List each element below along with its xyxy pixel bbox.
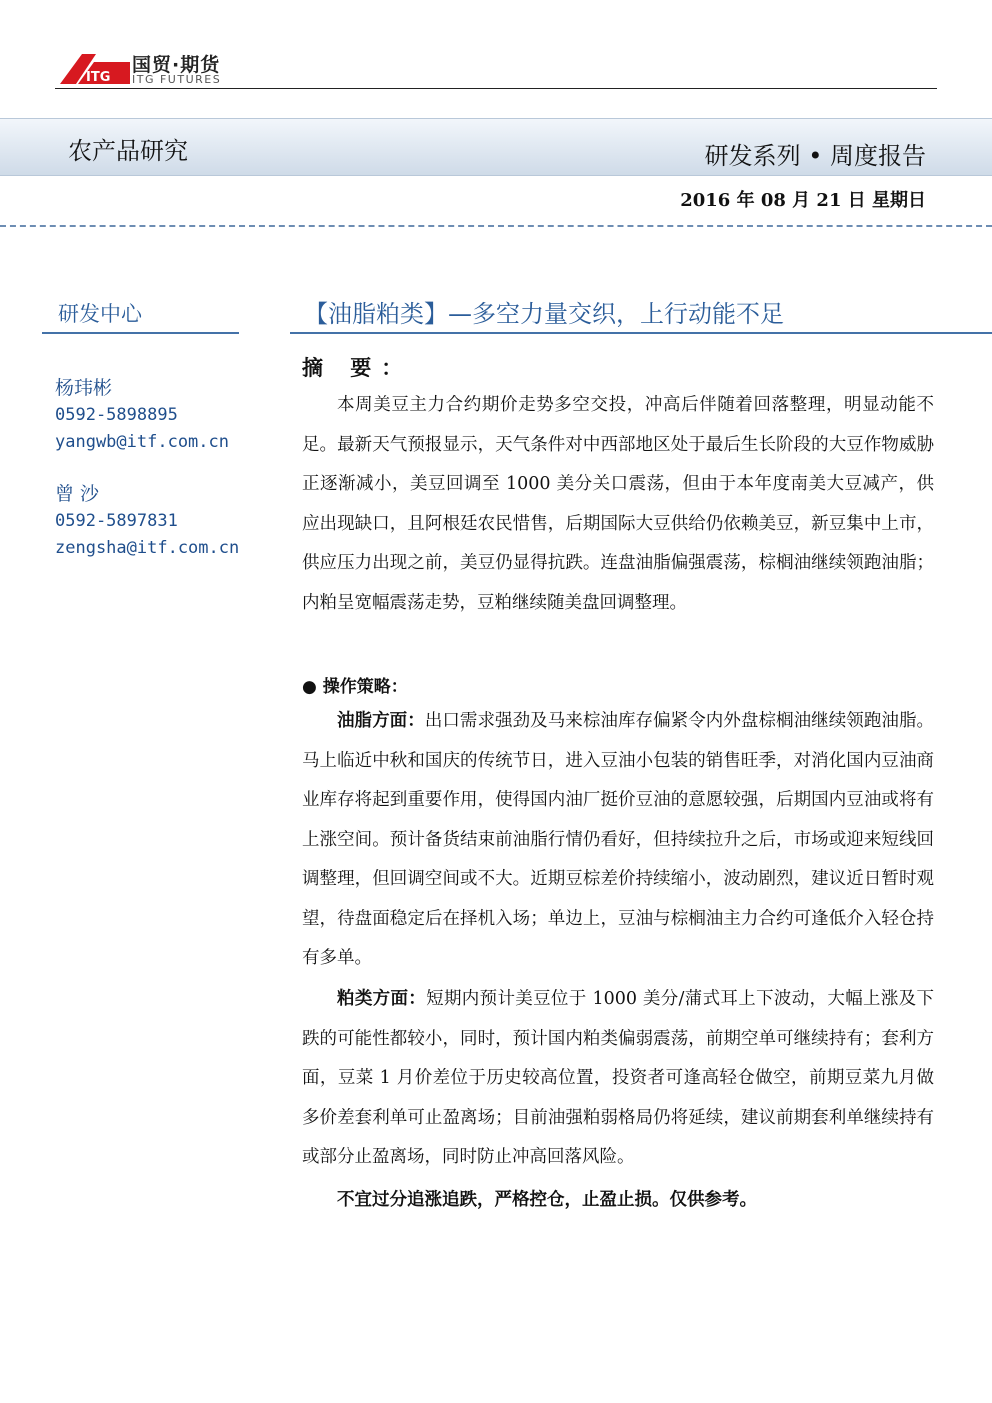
meal-paragraph <box>302 980 934 1178</box>
oil-paragraph <box>302 702 934 979</box>
header-rule <box>55 88 937 89</box>
svg-text:ITG: ITG <box>86 70 111 85</box>
logo-text-cn: 国贸·期货 <box>132 54 221 76</box>
dashed-divider <box>0 225 992 227</box>
contact-phone: 0592-5898895 <box>55 405 178 425</box>
contact-email[interactable]: zengsha@itf.com.cn <box>55 538 240 558</box>
strategy-label: ● 操作策略： <box>302 677 408 697</box>
contact-name: 杨玮彬 <box>55 377 113 399</box>
meal-text: 短期内预计美豆位于 1000 美分/蒲式耳上下波动，大幅上涨及下跌的可能性都较小，同时，预计国内粕类偏弱震荡，前期空单可继续持有；套利方面，豆菜 1 月价差位于历史较高位置，投资者可逢高轻仓做空，前期豆菜九月做多价差套利单可止盈离场；目前油强粕弱格局仍将延续，建议前期套利单继续持有或部分止盈离场，同时防止冲高回落风险。 <box>302 989 935 1167</box>
contact-card <box>55 375 275 456</box>
oil-label: 油脂方面： <box>337 711 425 731</box>
contact-phone: 0592-5897831 <box>55 511 178 531</box>
contact-name: 曾 沙 <box>55 483 100 505</box>
title-rule <box>290 332 992 334</box>
sidebar-rule <box>42 332 239 334</box>
meal-label: 粕类方面： <box>337 989 427 1009</box>
logo-text-en: ITG FUTURES <box>132 73 222 86</box>
series-title: 研发系列 • 周度报告 <box>704 142 926 170</box>
closing-note: 不宜过分追涨追跌，严格控仓，止盈止损。仅供参考。 <box>337 1190 757 1210</box>
contact-email[interactable]: yangwb@itf.com.cn <box>55 432 229 452</box>
section-title: 农产品研究 <box>68 137 188 165</box>
oil-text: 出口需求强劲及马来棕油库存偏紧令内外盘棕榈油继续领跑油脂。马上临近中秋和国庆的传统节日，进入豆油小包装的销售旺季，对消化国内豆油商业库存将起到重要作用，使得国内油厂挺价豆油的意愿较强，后期国内豆油或将有上涨空间。预计备货结束前油脂行情仍看好，但持续拉升之后，市场或迎来短线回调整理，但回调空间或不大。近期豆棕差价持续缩小，波动剧烈，建议近日暂时观望，待盘面稳定后在择机入场；单边上，豆油与棕榈油主力合约可逢低介入轻仓持有多单。 <box>302 711 935 968</box>
report-title: 【油脂粕类】—多空力量交织，上行动能不足 <box>304 300 784 328</box>
report-date: 2016 年 08 月 21 日 星期日 <box>680 190 926 211</box>
abstract-paragraph: 本周美豆主力合约期价走势多空交投，冲高后伴随着回落整理，明显动能不足。最新天气预报显示，天气条件对中西部地区处于最后生长阶段的大豆作物威胁正逐渐减小，美豆回调至 1000 美分关口震荡，但由于本年度南美大豆减产，供应出现缺口，且阿根廷农民惜售，后期国际大豆供给仍依赖美豆，新豆集中上市，供应压力出现之前，美豆仍显得抗跌。连盘油脂偏强震荡，棕榈油继续领跑油脂；内粕呈宽幅震荡走势，豆粕继续随美盘回调整理。 <box>302 395 934 613</box>
sidebar-title: 研发中心 <box>58 302 142 326</box>
abstract-label: 摘 要： <box>302 356 413 380</box>
contact-card <box>55 481 275 562</box>
